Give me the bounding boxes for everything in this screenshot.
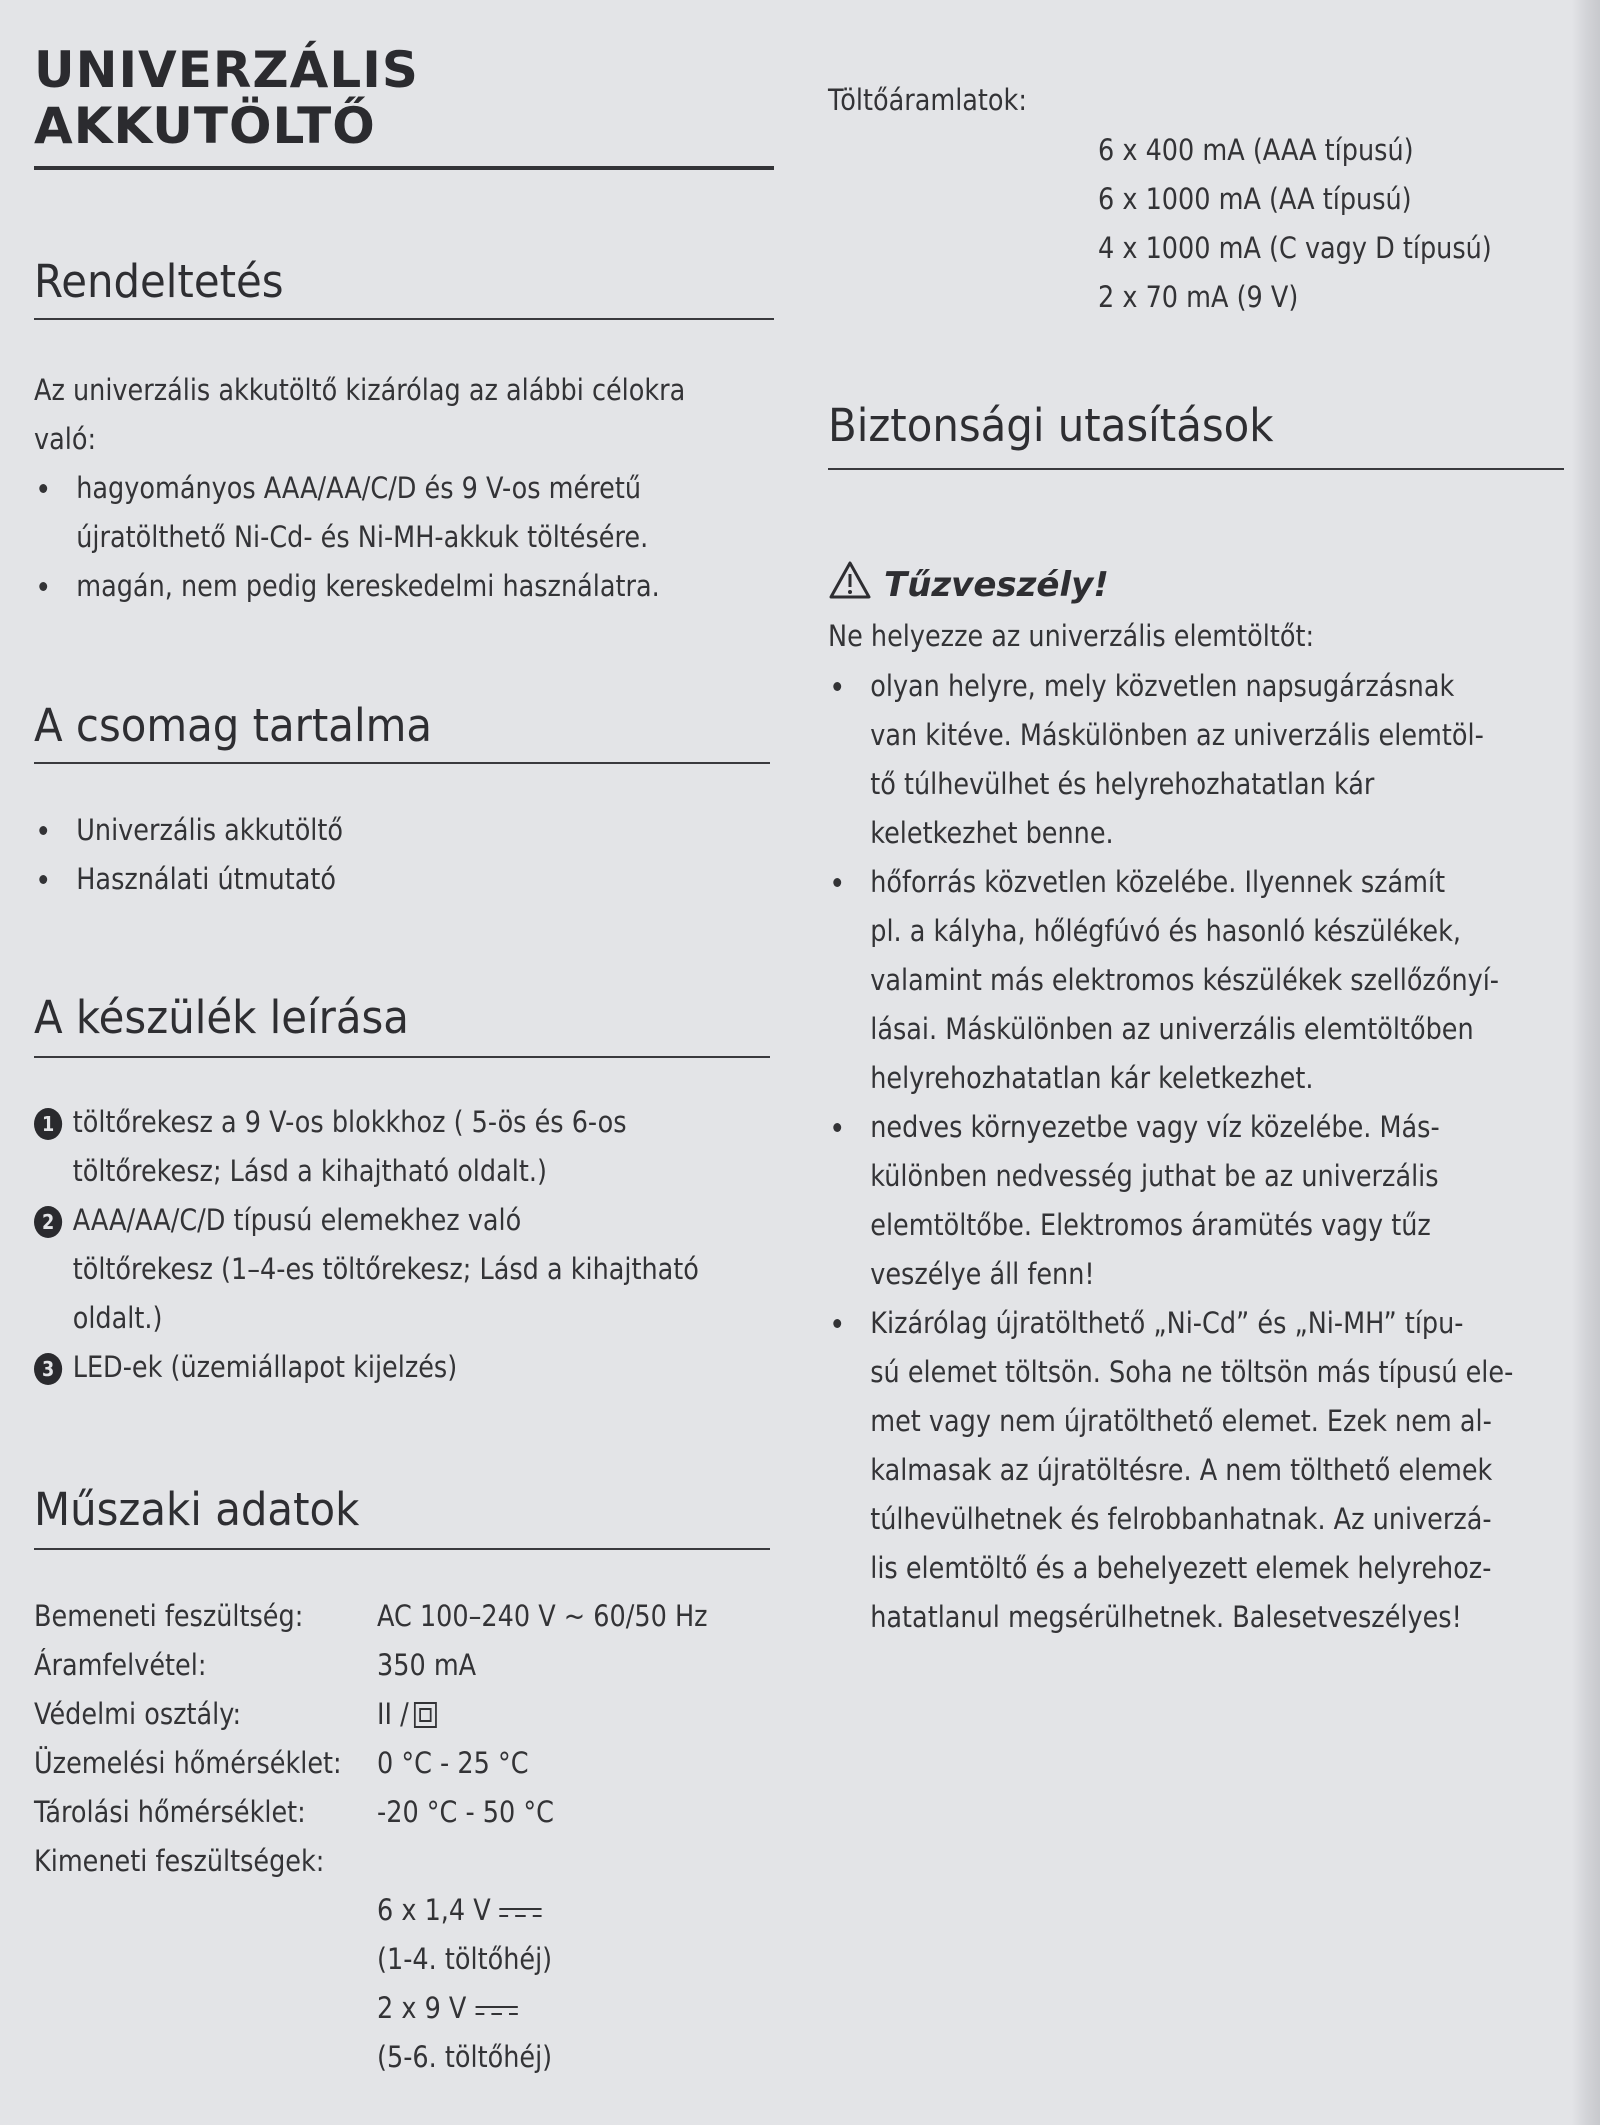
list-item [828,1446,1513,1495]
list-item-text: töltőrekesz a 9 V-os blokkhoz ( 5-ös és 6-os [72,1105,627,1139]
title-line-1: UNIVERZÁLIS [34,41,419,99]
list-item [828,1103,1513,1152]
warning-title: Tűzveszély! [884,565,1109,605]
list-item-text: kalmasak az újratöltésre. A nem tölthető elemek [870,1453,1493,1487]
spec-row [34,1788,774,1837]
list-item-text: Univerzális akkutöltő [76,813,344,847]
heading-safety: Biztonsági utasítások [828,399,1274,452]
output-value: 6 x 1,4 V [377,1893,491,1927]
list-item [34,1343,699,1392]
output-row [34,1935,774,1984]
heading-rule-safety [828,468,1564,470]
list-item [34,562,660,611]
list-item-text: AAA/AA/C/D típusú elemekhez való [72,1203,522,1237]
charge-current-value: 4 x 1000 mA (C vagy D típusú) [1098,231,1492,265]
list-item-text: magán, nem pedig kereskedelmi használatra. [76,569,660,603]
spec-row [34,1690,774,1739]
list-item-text: hőforrás közvetlen közelébe. Ilyennek számít [870,865,1446,899]
spec-value: 350 mA [377,1648,477,1682]
spec-value: AC 100–240 V ~ 60/50 Hz [377,1599,708,1633]
spec-value: II / [377,1697,409,1731]
list-item [828,1054,1513,1103]
list-item [34,513,660,562]
heading-rule-purpose [34,318,774,320]
title-rule [34,166,774,170]
package-list [34,806,385,904]
list-item-text: hagyományos AAA/AA/C/D és 9 V-os méretű [76,471,642,505]
list-item-text: LED-ek (üzemiállapot kijelzés) [72,1350,458,1384]
list-item [828,1593,1513,1642]
bullet-icon [833,1319,841,1328]
charge-currents-values [1098,126,1492,322]
spec-value-wrap [377,1690,437,1739]
specs-table [34,1592,774,2082]
spec-row [34,1837,774,1886]
heading-rule-device [34,1056,770,1058]
safety-list [828,662,1600,1642]
list-item-text: különben nedvesség juthat be az univerzális [870,1159,1439,1193]
list-item [34,806,343,855]
list-item-text: hatatlanul megsérülhetnek. Balesetveszélyes! [870,1600,1462,1634]
list-item-text: töltőrekesz; Lásd a kihajtható oldalt.) [72,1154,547,1188]
heading-rule-package [34,762,770,764]
list-item [828,711,1513,760]
number-badge-icon: 2 [34,1206,62,1238]
spec-label: Áramfelvétel: [34,1648,207,1682]
charge-current-value: 6 x 1000 mA (AA típusú) [1098,182,1412,216]
bullet-icon [833,1123,841,1132]
output-row [34,2033,774,2082]
list-item-text: Kizárólag újratölthető „Ni-Cd” és „Ni-MH” típu- [870,1306,1464,1340]
list-item-text: tő túlhevülhet és helyrehozhatatlan kár [870,767,1375,801]
list-item-text: elemtöltőbe. Elektromos áramütés vagy tűz [870,1208,1431,1242]
list-item-text: töltőrekesz (1–4-es töltőrekesz; Lásd a kihajtható [72,1252,699,1286]
number-badge-icon: 3 [34,1353,62,1385]
output-value: (1-4. töltőhéj) [377,1942,553,1976]
list-item [34,1147,699,1196]
spec-value: 0 °C - 25 °C [377,1746,529,1780]
bullet-icon [39,826,47,835]
list-item-text: Használati útmutató [76,862,336,896]
list-item [34,1294,699,1343]
spec-label: Bemeneti feszültség: [34,1599,304,1633]
list-item [828,1544,1513,1593]
purpose-intro [34,366,685,464]
list-item [828,760,1513,809]
list-item-text: nedves környezetbe vagy víz közelébe. Más- [870,1110,1440,1144]
output-row [34,1886,774,1935]
list-item [828,1299,1513,1348]
protection-class-ii-icon [414,1702,437,1728]
warning-heading [828,560,1109,607]
spec-value-wrap [377,1984,519,2033]
list-item-text: túlhevülhetnek és felrobbanhatnak. Az univerzá- [870,1502,1492,1536]
spec-label: Üzemelési hőmérséklet: [34,1746,342,1780]
list-item-text: van kitéve. Máskülönben az univerzális elemtöl- [870,718,1484,752]
list-item-text: met vagy nem újratölthető elemet. Ezek nem al- [870,1404,1492,1438]
list-item-text: veszélye áll fenn! [870,1257,1095,1291]
title-line-2: AKKUTÖLTŐ [34,97,376,155]
purpose-intro-line: való: [34,422,97,456]
document-title [34,42,419,154]
heading-rule-specs [34,1548,770,1550]
list-item-text: lásai. Máskülönben az univerzális elemtöltőben [870,1012,1474,1046]
heading-device: A készülék leírása [34,991,409,1044]
list-item-text: valamint más elektromos készülékek szellőzőnyí- [870,963,1500,997]
dc-current-icon [498,1902,544,1922]
bullet-icon [833,682,841,691]
list-item [828,858,1513,907]
charge-currents-label: Töltőáramlatok: [828,83,1027,117]
spec-row [34,1592,774,1641]
spec-label: Tárolási hőmérséklet: [34,1795,306,1829]
safety-intro: Ne helyezze az univerzális elemtöltőt: [828,619,1315,653]
bullet-icon [39,582,47,591]
list-item-text: sú elemet töltsön. Soha ne töltsön más típusú ele- [870,1355,1514,1389]
list-item [828,1201,1513,1250]
list-item [34,1245,699,1294]
list-item [828,1495,1513,1544]
list-item [34,1196,699,1245]
list-item [34,855,343,904]
list-item [828,1397,1513,1446]
list-item [34,1098,699,1147]
list-item [828,907,1513,956]
output-value: 2 x 9 V [377,1991,467,2025]
bullet-icon [833,878,841,887]
output-row [34,1984,774,2033]
bullet-icon [39,484,47,493]
list-item [828,662,1513,711]
spec-row [34,1739,774,1788]
device-parts-list [34,1098,790,1392]
spec-value: -20 °C - 50 °C [377,1795,554,1829]
list-item [828,1250,1513,1299]
dc-current-icon [473,2000,519,2020]
list-item-text: lis elemtöltő és a behelyezett elemek helyrehoz- [870,1551,1492,1585]
list-item-text: oldalt.) [72,1301,163,1335]
heading-specs: Műszaki adatok [34,1483,360,1536]
charge-current-value: 2 x 70 mA (9 V) [1098,280,1299,314]
list-item-text: újratölthető Ni-Cd- és Ni-MH-akkuk töltésére. [76,520,649,554]
list-item [828,1152,1513,1201]
spec-label: Védelmi osztály: [34,1697,242,1731]
list-item [34,464,660,513]
purpose-list [34,464,745,611]
list-item [828,1005,1513,1054]
charge-current-value: 6 x 400 mA (AAA típusú) [1098,133,1414,167]
list-item [828,956,1513,1005]
list-item-text: pl. a kályha, hőlégfúvó és hasonló készülékek, [870,914,1461,948]
spec-value-wrap [377,1886,544,1935]
spec-label: Kimeneti feszültségek: [34,1844,325,1878]
spec-row [34,1641,774,1690]
list-item [828,809,1513,858]
warning-triangle-icon [828,560,872,600]
heading-package: A csomag tartalma [34,699,432,752]
list-item-text: olyan helyre, mely közvetlen napsugárzásnak [870,669,1455,703]
output-value: (5-6. töltőhéj) [377,2040,553,2074]
heading-purpose: Rendeltetés [34,255,284,308]
bullet-icon [39,875,47,884]
number-badge-icon: 1 [34,1108,62,1140]
list-item-text: keletkezhet benne. [870,816,1114,850]
purpose-intro-line: Az univerzális akkutöltő kizárólag az alábbi célokra [34,373,686,407]
list-item-text: helyrehozhatatlan kár keletkezhet. [870,1061,1314,1095]
list-item [828,1348,1513,1397]
